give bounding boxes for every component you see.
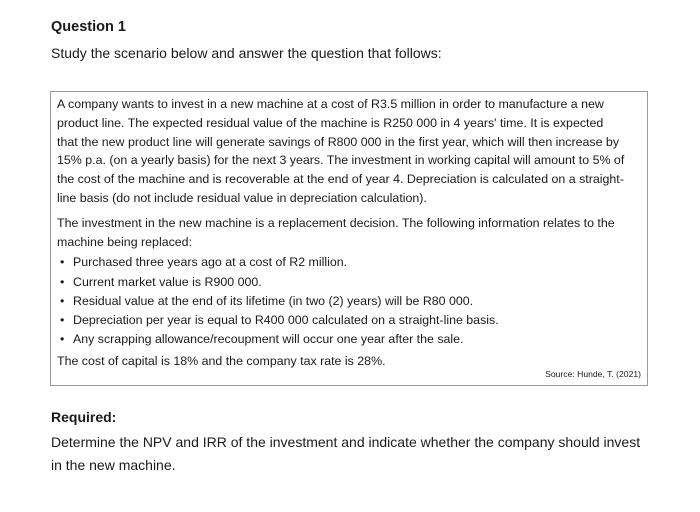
- list-item: [57, 273, 641, 292]
- scenario-line: A company wants to invest in a new machine at a cost of R3.5 million in order to manufacture a new: [57, 97, 604, 111]
- scenario-line: that the new product line will generate savings of R800 000 in the first year, which will then increase by: [57, 134, 620, 149]
- list-item: [57, 292, 641, 311]
- scenario-line: the cost of the machine and is recoverable at the end of year 4. Depreciation is calculated on a straight-: [57, 172, 624, 187]
- required-label: Required:: [51, 409, 117, 425]
- scenario-line: machine being replaced:: [57, 234, 193, 249]
- task-line: Determine the NPV and IRR of the investment and indicate whether the company should invest: [51, 434, 641, 450]
- list-item-text: Current market value is R900 000.: [73, 274, 262, 289]
- required-task: [51, 431, 651, 477]
- list-item: [57, 330, 641, 349]
- list-item-text: Purchased three years ago at a cost of R2 million.: [73, 255, 348, 270]
- list-item-text: Any scrapping allowance/recoupment will occur one year after the sale.: [73, 332, 464, 347]
- bullet-icon: •: [60, 274, 65, 289]
- list-item-text: Depreciation per year is equal to R400 000 calculated on a straight-line basis.: [73, 312, 499, 327]
- list-item: [57, 253, 641, 272]
- bullet-icon: •: [60, 332, 65, 347]
- scenario-line: The investment in the new machine is a replacement decision. The following information relates to the: [57, 215, 615, 230]
- scenario-paragraph-1: [57, 95, 641, 208]
- scenario-paragraph-2: [57, 214, 641, 252]
- bullet-icon: •: [60, 312, 65, 327]
- question-instruction: Study the scenario below and answer the question that follows:: [51, 45, 442, 61]
- machine-details-list: [57, 253, 641, 349]
- bullet-icon: •: [60, 293, 65, 308]
- task-line: in the new machine.: [51, 457, 176, 473]
- list-item-text: Residual value at the end of its lifetime (in two (2) years) will be R80 000.: [73, 293, 474, 308]
- list-item: [57, 311, 641, 330]
- question-heading: Question 1: [51, 19, 126, 35]
- scenario-box: [50, 91, 648, 386]
- bullet-icon: •: [60, 255, 65, 270]
- scenario-line: line basis (do not include residual value in depreciation calculation).: [57, 190, 427, 205]
- scenario-closing: The cost of capital is 18% and the company tax rate is 28%.: [57, 354, 386, 369]
- source-citation: Source: Hunde, T. (2021): [545, 369, 641, 379]
- scenario-line: product line. The expected residual value of the machine is R250 000 in 4 years' time. It is expected: [57, 115, 604, 130]
- scenario-line: 15% p.a. (on a yearly basis) for the next 3 years. The investment in working capital will amount to 5% of: [57, 153, 625, 168]
